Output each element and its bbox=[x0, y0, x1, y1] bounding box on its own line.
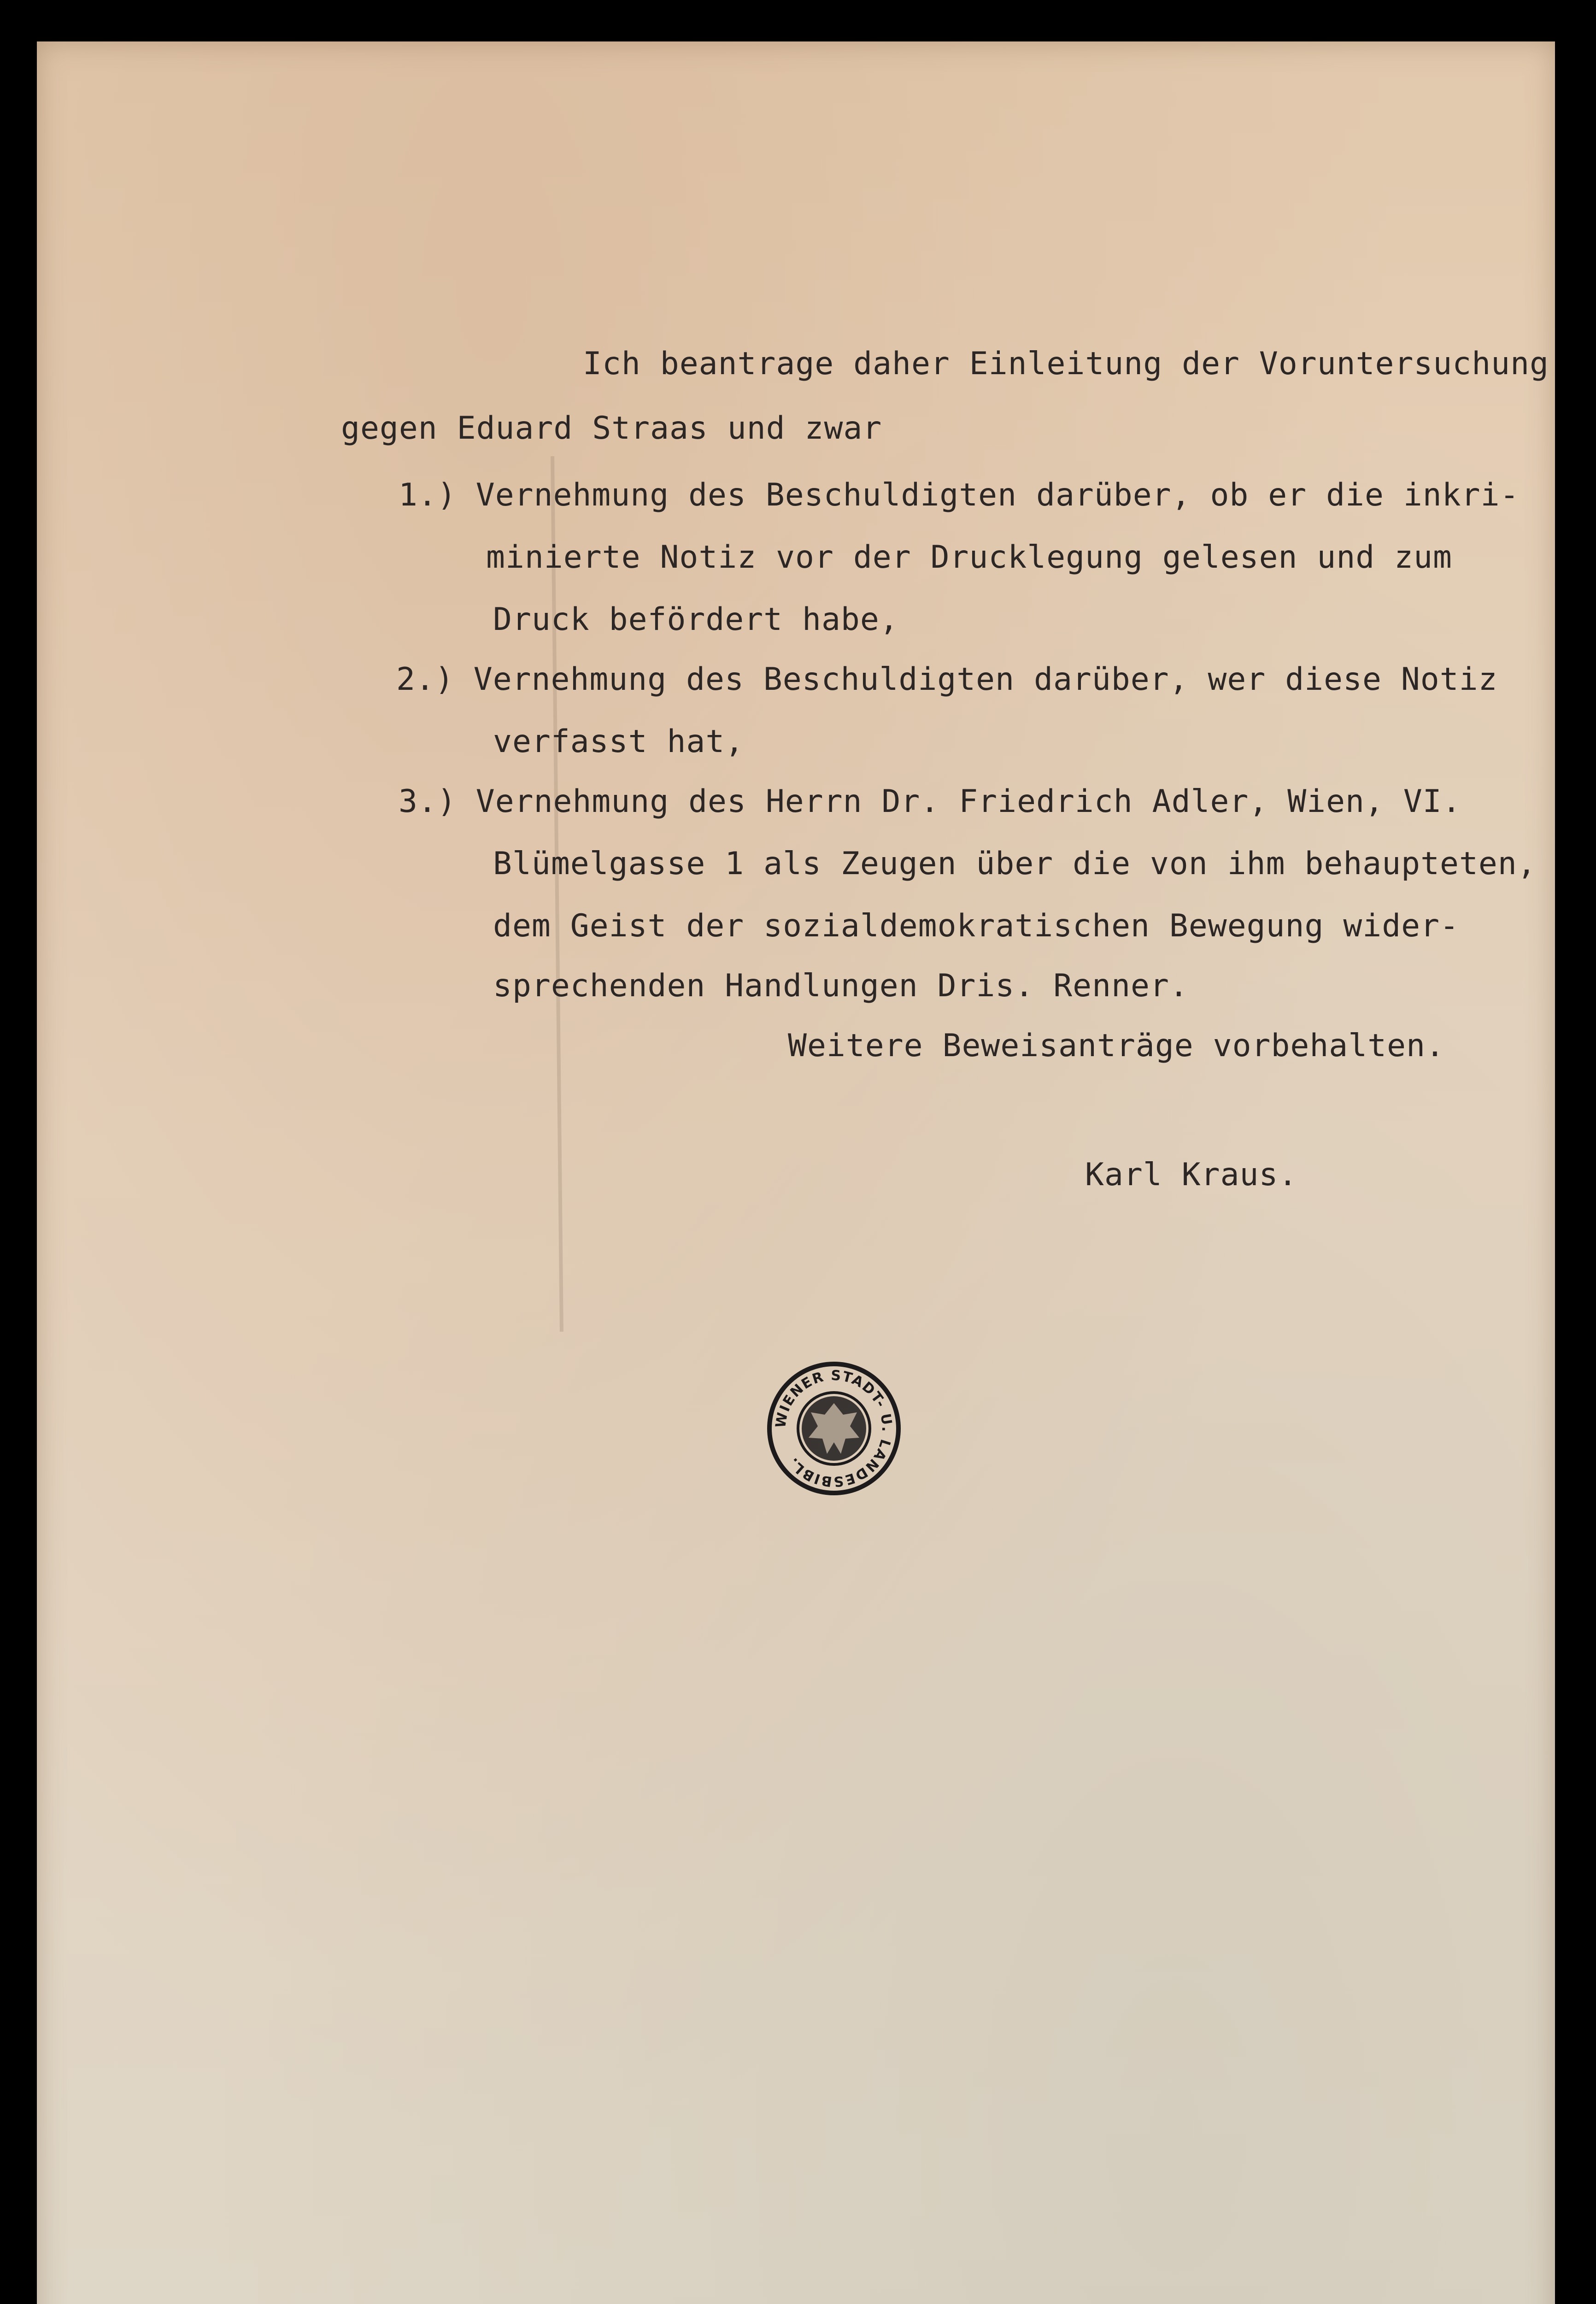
text-line-10: dem Geist der sozialdemokratischen Bewegung wider- bbox=[493, 908, 1459, 944]
text-line-12: Weitere Beweisanträge vorbehalten. bbox=[788, 1028, 1445, 1064]
fold-crease bbox=[551, 456, 563, 1332]
document-page bbox=[37, 41, 1555, 2304]
text-line-3: 1.) Vernehmung des Beschuldigten darüber, ob er die inkri- bbox=[399, 477, 1520, 513]
text-line-8: 3.) Vernehmung des Herrn Dr. Friedrich Adler, Wien, VI. bbox=[399, 783, 1461, 820]
text-line-4: minierte Notiz vor der Drucklegung gelesen und zum bbox=[486, 539, 1452, 576]
text-line-11: sprechenden Handlungen Dris. Renner. bbox=[493, 968, 1189, 1004]
text-line-6: 2.) Vernehmung des Beschuldigten darüber, wer diese Notiz bbox=[396, 661, 1498, 698]
library-stamp bbox=[765, 1359, 903, 1498]
text-line-2: gegen Eduard Straas und zwar bbox=[341, 410, 882, 447]
text-line-5: Druck befördert habe, bbox=[493, 601, 899, 638]
text-line-1: Ich beantrage daher Einleitung der Voruntersuchung bbox=[583, 346, 1549, 382]
text-line-7: verfasst hat, bbox=[493, 723, 745, 760]
stamp-text: WIENER STADT- U. LANDESBIBL. bbox=[772, 1367, 895, 1490]
signature: Karl Kraus. bbox=[1085, 1157, 1298, 1193]
text-line-9: Blümelgasse 1 als Zeugen über die von ihm behaupteten, bbox=[493, 846, 1537, 882]
